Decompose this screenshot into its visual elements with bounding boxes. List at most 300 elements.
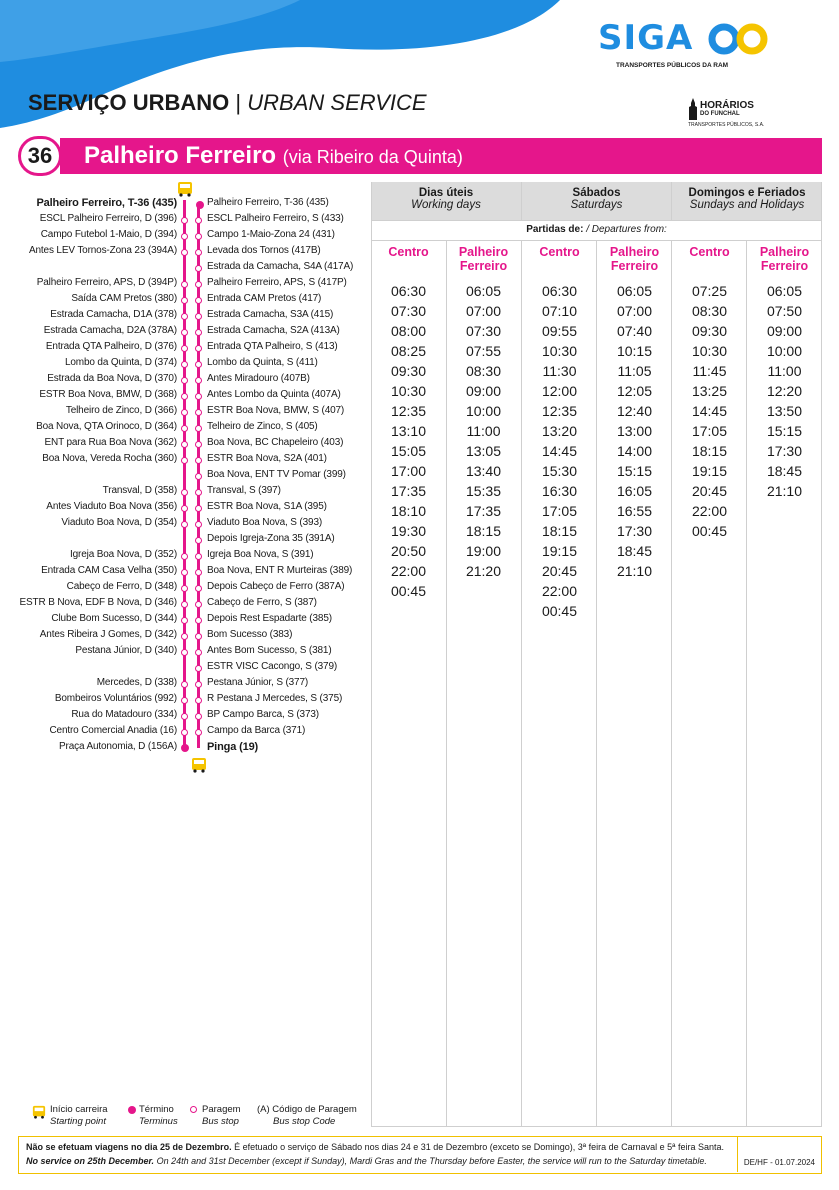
stop-inbound: Antes Miradouro (407B) <box>207 373 310 384</box>
group-en: Working days <box>411 199 481 211</box>
departure-time: 08:00 <box>390 323 427 339</box>
siga-logo <box>598 18 778 74</box>
service-notice <box>18 1136 822 1174</box>
departure-time: 17:35 <box>390 483 427 499</box>
stop-dot <box>181 425 188 432</box>
stop-inbound: Levada dos Tornos (417B) <box>207 245 321 256</box>
departure-time: 20:45 <box>541 563 578 579</box>
stop-outbound: Pestana Júnior, D (340) <box>75 645 177 656</box>
document-code: DE/HF - 01.07.2024 <box>743 1158 815 1167</box>
stop-inbound: Boa Nova, ENT TV Pomar (399) <box>207 469 346 480</box>
departure-time: 10:30 <box>390 383 427 399</box>
departure-time: 19:15 <box>541 543 578 559</box>
stop-inbound: ESTR VISC Cacongo, S (379) <box>207 661 338 672</box>
stop-dot <box>181 377 188 384</box>
stop-dot <box>181 601 188 608</box>
grid-line <box>746 240 747 1127</box>
column-header <box>446 245 521 273</box>
departure-time: 07:40 <box>616 323 653 339</box>
column-header-line1: Centro <box>689 245 730 259</box>
stop-dot <box>181 585 188 592</box>
stop-dot <box>195 233 202 240</box>
partner-line3: TRANSPORTES PÚBLICOS, S.A. <box>688 122 765 128</box>
legend-start-en: Starting point <box>50 1116 106 1127</box>
stop-inbound: Depois Igreja-Zona 35 (391A) <box>207 533 335 544</box>
legend-code-pt: (A) Código de Paragem <box>257 1104 357 1115</box>
stop-dot <box>181 681 188 688</box>
departure-time: 14:45 <box>541 443 578 459</box>
stop-outbound: Praça Autonomia, D (156A) <box>59 741 177 752</box>
column-header-line2: Ferreiro <box>760 259 809 273</box>
departure-column <box>446 281 521 581</box>
departure-time: 18:15 <box>541 523 578 539</box>
departures-en: / Departures from: <box>586 224 667 235</box>
stop-dot <box>195 569 202 576</box>
group-en: Saturdays <box>570 199 623 211</box>
stop-dot <box>181 569 188 576</box>
departure-time: 12:00 <box>541 383 578 399</box>
stop-inbound: BP Campo Barca, S (373) <box>207 709 319 720</box>
stop-outbound: Entrada QTA Palheiro, D (376) <box>45 341 177 352</box>
stop-outbound: Rua do Matadouro (334) <box>71 709 177 720</box>
departure-time: 20:45 <box>691 483 728 499</box>
stop-outbound: ESTR Boa Nova, BMW, D (368) <box>39 389 177 400</box>
stop-inbound: ESCL Palheiro Ferreiro, S (433) <box>207 213 344 224</box>
stop-outbound: ESTR B Nova, EDF B Nova, D (346) <box>19 597 177 608</box>
departure-time: 21:10 <box>766 483 803 499</box>
departure-column <box>747 281 822 501</box>
stop-dot <box>195 377 202 384</box>
departure-time: 17:00 <box>390 463 427 479</box>
departure-time: 00:45 <box>390 583 427 599</box>
stop-dot <box>181 249 188 256</box>
departure-time: 07:50 <box>766 303 803 319</box>
horarios-funchal-logo <box>686 96 786 132</box>
departure-time: 11:05 <box>617 363 652 379</box>
terminus-start <box>196 201 204 209</box>
departure-time: 17:35 <box>465 503 502 519</box>
stop-inbound: Boa Nova, ENT R Murteiras (389) <box>207 565 353 576</box>
stop-inbound: Estrada Camacha, S2A (413A) <box>207 325 340 336</box>
grid-line <box>521 182 522 220</box>
stop-inbound: Campo da Barca (371) <box>207 725 306 736</box>
stop-dot <box>195 457 202 464</box>
departure-time: 06:30 <box>390 283 427 299</box>
title-pt: SERVIÇO URBANO <box>28 90 230 115</box>
column-header <box>747 245 822 273</box>
column-header-line2: Ferreiro <box>459 259 508 273</box>
departure-time: 16:55 <box>616 503 653 519</box>
group-header-sundays <box>672 182 822 220</box>
stop-dot <box>195 265 202 272</box>
notice-separator <box>737 1137 738 1172</box>
stop-inbound: Telheiro de Zinco, S (405) <box>207 421 318 432</box>
stop-outbound: Telheiro de Zinco, D (366) <box>65 405 177 416</box>
departure-time: 16:30 <box>541 483 578 499</box>
departure-time: 13:40 <box>465 463 502 479</box>
legend-terminus-icon <box>128 1106 136 1114</box>
stop-outbound: Estrada Camacha, D2A (378A) <box>43 325 177 336</box>
stop-dot <box>181 441 188 448</box>
stop-outbound: Antes Ribeira J Gomes, D (342) <box>39 629 177 640</box>
stop-outbound: Mercedes, D (338) <box>96 677 177 688</box>
notice-pt-rest: É efetuado o serviço de Sábado nos dias 24 e 31 de Dezembro (exceto se Domingo), 3ª feira de Carnaval e 5ª feira Santa. <box>231 1142 725 1152</box>
departure-time: 12:35 <box>541 403 578 419</box>
stop-dot <box>195 585 202 592</box>
departure-time: 19:00 <box>465 543 502 559</box>
departure-time: 13:20 <box>541 423 578 439</box>
grid-line <box>371 1126 822 1127</box>
column-header <box>371 245 446 259</box>
stop-dot <box>195 441 202 448</box>
stop-dot <box>181 489 188 496</box>
stop-dot <box>181 505 188 512</box>
title-separator: | <box>235 90 242 115</box>
stop-outbound: Campo Futebol 1-Maio, D (394) <box>40 229 177 240</box>
stop-inbound: Transval, S (397) <box>207 485 281 496</box>
legend-code-en: Bus stop Code <box>273 1116 336 1127</box>
departure-time: 20:50 <box>390 543 427 559</box>
group-pt: Dias úteis <box>418 187 474 199</box>
end-bus-icon <box>191 757 207 773</box>
departure-time: 08:30 <box>691 303 728 319</box>
route-via: (via Ribeiro da Quinta) <box>282 147 463 167</box>
departure-column <box>597 281 672 581</box>
departure-time: 18:45 <box>766 463 803 479</box>
stop-dot <box>181 729 188 736</box>
notice-pt <box>26 1142 724 1152</box>
stop-dot <box>195 649 202 656</box>
stop-outbound: ENT para Rua Boa Nova (362) <box>44 437 177 448</box>
legend-code <box>257 1104 357 1128</box>
notice-pt-bold: Não se efetuam viagens no dia 25 de Dezembro. <box>26 1142 232 1152</box>
column-header-line1: Centro <box>388 245 429 259</box>
stop-inbound: Antes Lombo da Quinta (407A) <box>207 389 341 400</box>
stop-outbound: Boa Nova, QTA Orinoco, D (364) <box>36 421 177 432</box>
stop-dot <box>195 537 202 544</box>
stop-outbound: Saída CAM Pretos (380) <box>71 293 177 304</box>
departure-time: 13:25 <box>691 383 728 399</box>
legend-start <box>50 1104 108 1128</box>
stop-inbound: Palheiro Ferreiro, T-36 (435) <box>207 197 329 208</box>
departure-time: 11:45 <box>692 363 727 379</box>
stop-inbound: Pestana Júnior, S (377) <box>207 677 309 688</box>
stop-dot <box>181 697 188 704</box>
legend-terminus-en: Terminus <box>139 1116 178 1127</box>
siga-infinity-icon <box>708 22 770 56</box>
departure-column <box>371 281 446 601</box>
departure-time: 21:20 <box>465 563 502 579</box>
departure-time: 09:00 <box>465 383 502 399</box>
departure-time: 22:00 <box>541 583 578 599</box>
stop-outbound: Antes Viaduto Boa Nova (356) <box>46 501 177 512</box>
stop-dot <box>181 409 188 416</box>
stop-inbound: ESTR Boa Nova, BMW, S (407) <box>207 405 345 416</box>
stop-outbound: Transval, D (358) <box>102 485 177 496</box>
departure-time: 15:35 <box>465 483 502 499</box>
departure-time: 13:50 <box>766 403 803 419</box>
grid-line <box>521 240 522 1127</box>
stop-inbound: Entrada CAM Pretos (417) <box>207 293 322 304</box>
departure-time: 09:55 <box>541 323 578 339</box>
departure-time: 22:00 <box>390 563 427 579</box>
departure-time: 12:35 <box>390 403 427 419</box>
legend-stop <box>202 1104 241 1128</box>
departure-time: 07:10 <box>541 303 578 319</box>
stop-dot <box>195 313 202 320</box>
stop-outbound: Estrada da Boa Nova, D (370) <box>47 373 177 384</box>
column-header <box>672 245 747 259</box>
departure-time: 08:25 <box>390 343 427 359</box>
departure-time: 07:00 <box>465 303 502 319</box>
departure-time: 13:00 <box>616 423 653 439</box>
notice-en <box>26 1156 707 1166</box>
stop-outbound: Palheiro Ferreiro, T-36 (435) <box>36 197 177 209</box>
route-name-text: Palheiro Ferreiro <box>84 142 277 169</box>
notice-en-rest: On 24th and 31st December (except if Sunday), Mardi Gras and the Thursday before Easter, the service will run to the Saturday timetable. <box>154 1156 707 1166</box>
stop-dot <box>181 521 188 528</box>
departure-time: 13:10 <box>390 423 427 439</box>
stop-inbound: Campo 1-Maio-Zona 24 (431) <box>207 229 335 240</box>
stop-dot <box>195 601 202 608</box>
departures-pt: Partidas de: <box>526 224 584 235</box>
stop-dot <box>181 457 188 464</box>
stop-outbound: Bombeiros Voluntários (992) <box>54 693 177 704</box>
departure-time: 06:05 <box>766 283 803 299</box>
departure-time: 07:30 <box>390 303 427 319</box>
stop-inbound: Lombo da Quinta, S (411) <box>207 357 318 368</box>
partner-line1: HORÁRIOS <box>700 100 754 111</box>
grid-line <box>596 240 597 1127</box>
tower-icon <box>688 98 698 120</box>
stop-dot <box>195 505 202 512</box>
stop-outbound: Igreja Boa Nova, D (352) <box>69 549 177 560</box>
stop-outbound: Boa Nova, Vereda Rocha (360) <box>42 453 177 464</box>
siga-tagline: TRANSPORTES PÚBLICOS DA RAM <box>616 62 729 69</box>
stop-dot <box>181 553 188 560</box>
grid-line <box>446 240 447 1127</box>
departure-time: 19:15 <box>691 463 728 479</box>
route-name <box>84 142 463 170</box>
stop-outbound: Lombo da Quinta, D (374) <box>64 357 177 368</box>
group-header-weekdays <box>371 182 521 220</box>
stop-dot <box>195 249 202 256</box>
stop-dot <box>181 633 188 640</box>
departure-time: 15:30 <box>541 463 578 479</box>
stop-dot <box>195 393 202 400</box>
stop-dot <box>181 617 188 624</box>
stop-dot <box>195 361 202 368</box>
stop-dot <box>195 681 202 688</box>
column-header-line1: Palheiro <box>458 245 509 259</box>
stop-inbound: Pinga (19) <box>207 741 259 753</box>
departure-time: 10:30 <box>541 343 578 359</box>
departure-time: 11:30 <box>542 363 577 379</box>
stop-dot <box>195 617 202 624</box>
departure-time: 17:05 <box>691 423 728 439</box>
stop-inbound: Palheiro Ferreiro, APS, S (417P) <box>207 277 347 288</box>
stop-dot <box>195 665 202 672</box>
departure-time: 00:45 <box>541 603 578 619</box>
departure-time: 06:30 <box>541 283 578 299</box>
stop-dot <box>195 713 202 720</box>
stop-outbound: Estrada Camacha, D1A (378) <box>50 309 177 320</box>
departure-time: 18:10 <box>390 503 427 519</box>
departure-time: 22:00 <box>691 503 728 519</box>
stop-inbound: ESTR Boa Nova, S1A (395) <box>207 501 327 512</box>
departure-time: 07:25 <box>691 283 728 299</box>
column-header <box>522 245 597 259</box>
departure-time: 15:15 <box>766 423 803 439</box>
departure-time: 17:30 <box>616 523 653 539</box>
stop-inbound: Entrada QTA Palheiro, S (413) <box>207 341 338 352</box>
departure-time: 10:00 <box>465 403 502 419</box>
stop-outbound: Centro Comercial Anadia (16) <box>49 725 177 736</box>
group-pt: Domingos e Feriados <box>688 187 806 199</box>
grid-line <box>371 182 372 1127</box>
departure-time: 14:45 <box>691 403 728 419</box>
departure-time: 12:40 <box>616 403 653 419</box>
stop-inbound: Boa Nova, BC Chapeleiro (403) <box>207 437 344 448</box>
departure-time: 07:00 <box>616 303 653 319</box>
legend-start-pt: Início carreira <box>50 1104 108 1115</box>
departure-column <box>672 281 747 541</box>
departure-time: 12:05 <box>616 383 653 399</box>
stop-dot <box>195 697 202 704</box>
departure-time: 21:10 <box>616 563 653 579</box>
stop-dot <box>181 329 188 336</box>
legend-stop-en: Bus stop <box>202 1116 239 1127</box>
legend-terminus <box>139 1104 178 1128</box>
stop-inbound: R Pestana J Mercedes, S (375) <box>207 693 343 704</box>
partner-line2: DO FUNCHAL <box>700 111 740 117</box>
departures-label <box>371 221 822 239</box>
departure-time: 19:30 <box>390 523 427 539</box>
stop-dot <box>195 489 202 496</box>
legend-terminus-pt: Término <box>139 1104 174 1115</box>
stop-dot <box>195 633 202 640</box>
group-header-saturdays <box>522 182 671 220</box>
notice-en-bold: No service on 25th December. <box>26 1156 155 1166</box>
departure-time: 08:30 <box>465 363 502 379</box>
grid-line <box>671 182 672 220</box>
siga-logo-word: SIGA <box>598 18 694 58</box>
stop-outbound: Viaduto Boa Nova, D (354) <box>61 517 177 528</box>
grid-line <box>821 182 822 1127</box>
departure-time: 16:05 <box>616 483 653 499</box>
terminus-end <box>181 744 189 752</box>
departure-time: 10:15 <box>616 343 653 359</box>
stop-outbound: Palheiro Ferreiro, APS, D (394P) <box>36 277 177 288</box>
stop-inbound: Viaduto Boa Nova, S (393) <box>207 517 323 528</box>
stop-dot <box>181 233 188 240</box>
legend-stop-pt: Paragem <box>202 1104 241 1115</box>
grid-line <box>371 220 822 221</box>
start-bus-icon <box>177 181 193 197</box>
route-number-badge: 36 <box>18 136 62 176</box>
stop-dot <box>195 521 202 528</box>
stop-dot <box>181 297 188 304</box>
legend-bus-icon <box>32 1105 46 1119</box>
departure-time: 17:05 <box>541 503 578 519</box>
departure-time: 15:15 <box>616 463 653 479</box>
departure-time: 09:30 <box>691 323 728 339</box>
stop-inbound: Estrada Camacha, S3A (415) <box>207 309 334 320</box>
stop-inbound: Antes Bom Sucesso, S (381) <box>207 645 332 656</box>
departure-time: 09:00 <box>766 323 803 339</box>
stop-dot <box>181 361 188 368</box>
column-header-line2: Ferreiro <box>610 259 659 273</box>
group-pt: Sábados <box>572 187 621 199</box>
departure-time: 10:30 <box>691 343 728 359</box>
grid-line <box>371 240 822 241</box>
stop-dot <box>195 473 202 480</box>
departure-time: 12:20 <box>766 383 803 399</box>
stop-dot <box>181 345 188 352</box>
stop-inbound: Depois Rest Espadarte (385) <box>207 613 332 624</box>
grid-line <box>671 240 672 1127</box>
title-en: URBAN SERVICE <box>247 90 427 115</box>
stop-dot <box>195 281 202 288</box>
stop-outbound: Clube Bom Sucesso, D (344) <box>51 613 177 624</box>
departure-time: 09:30 <box>390 363 427 379</box>
departure-time: 13:05 <box>465 443 502 459</box>
departure-time: 11:00 <box>466 423 501 439</box>
departure-time: 07:55 <box>465 343 502 359</box>
stop-outbound: Antes LEV Tornos-Zona 23 (394A) <box>28 245 177 256</box>
column-header-line1: Centro <box>539 245 580 259</box>
stop-dot <box>195 553 202 560</box>
stop-outbound: ESCL Palheiro Ferreiro, D (396) <box>39 213 177 224</box>
column-header <box>597 245 672 273</box>
departure-time: 11:00 <box>767 363 802 379</box>
stop-outbound: Cabeço de Ferro, D (348) <box>66 581 177 592</box>
stop-dot <box>195 297 202 304</box>
stop-dot <box>181 217 188 224</box>
legend-stop-icon <box>190 1106 197 1113</box>
departure-time: 07:30 <box>465 323 502 339</box>
departure-time: 14:00 <box>616 443 653 459</box>
stop-inbound: Depois Cabeço de Ferro (387A) <box>207 581 345 592</box>
stop-inbound: ESTR Boa Nova, S2A (401) <box>207 453 327 464</box>
departure-time: 06:05 <box>616 283 653 299</box>
stop-dot <box>181 713 188 720</box>
departure-time: 18:15 <box>691 443 728 459</box>
departure-time: 18:15 <box>465 523 502 539</box>
page-title <box>28 90 427 116</box>
departure-time: 18:45 <box>616 543 653 559</box>
stop-dot <box>181 281 188 288</box>
departure-time: 17:30 <box>766 443 803 459</box>
stop-dot <box>195 217 202 224</box>
stop-dot <box>181 393 188 400</box>
column-header-line1: Palheiro <box>759 245 810 259</box>
departure-column <box>522 281 597 621</box>
stop-inbound: Estrada da Camacha, S4A (417A) <box>207 261 354 272</box>
departure-time: 00:45 <box>691 523 728 539</box>
stop-dot <box>195 425 202 432</box>
group-en: Sundays and Holidays <box>689 199 805 211</box>
column-header-line1: Palheiro <box>609 245 660 259</box>
stop-dot <box>181 649 188 656</box>
stop-dot <box>181 313 188 320</box>
departure-time: 15:05 <box>390 443 427 459</box>
stop-dot <box>195 409 202 416</box>
stop-outbound: Entrada CAM Casa Velha (350) <box>41 565 177 576</box>
stop-dot <box>195 345 202 352</box>
stop-inbound: Bom Sucesso (383) <box>207 629 293 640</box>
departure-time: 06:05 <box>465 283 502 299</box>
